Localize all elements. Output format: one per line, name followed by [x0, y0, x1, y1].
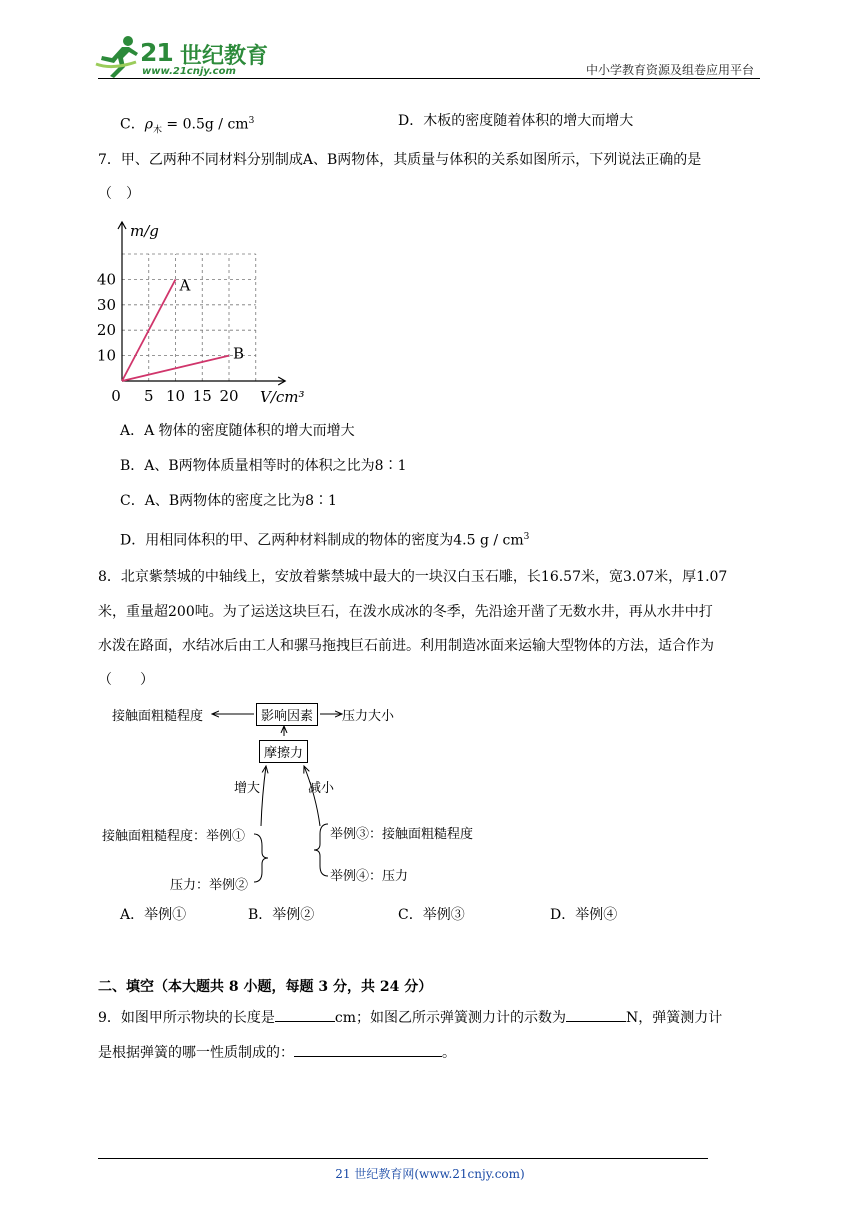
- q9-line1: [98, 1007, 722, 1028]
- logo-number: 21: [140, 38, 173, 67]
- q8-option-c: C．举例③: [398, 907, 465, 923]
- q7-stem-line1: 7．甲、乙两种不同材料分别制成A、B两物体，其质量与体积的关系如图所示，下列说法正确的是: [98, 152, 702, 168]
- rho-symbol: ρ: [144, 116, 153, 133]
- logo-url: www.21cnjy.com: [142, 66, 236, 77]
- footer-text[interactable]: 21 世纪教育网(www.21cnjy.com): [335, 1167, 525, 1181]
- x-tick-label: 20: [219, 387, 239, 405]
- q8-line1: 8．北京紫禁城的中轴线上，安放着紫禁城中最大的一块汉白玉石雕，长16.57米，宽3.07米，厚1.07: [98, 569, 728, 585]
- chart-y-axis-label: m/g: [130, 222, 159, 240]
- right-factor-label: 压力大小: [342, 709, 395, 724]
- q7-option-a: A．A 物体的密度随体积的增大而增大: [120, 423, 355, 439]
- q8-option-d: D．举例④: [550, 907, 618, 923]
- q9-blank-length[interactable]: [275, 1007, 335, 1022]
- friction-diagram: [96, 700, 496, 892]
- y-tick-label: 40: [96, 270, 116, 289]
- right-example-4: 举例④：压力: [330, 869, 409, 884]
- q9-blank-force[interactable]: [566, 1007, 626, 1022]
- y-tick-label: 10: [96, 346, 116, 365]
- q6-option-c-label: C．: [120, 116, 145, 133]
- section-2-title: 二、填空（本大题共 8 小题，每题 3 分，共 24 分）: [98, 979, 433, 995]
- left-example-2: 压力：举例②: [170, 878, 249, 893]
- x-tick-label: 5: [143, 387, 154, 405]
- mass-volume-chart: [96, 214, 306, 410]
- x-tick-label: 15: [192, 387, 212, 405]
- q8-line2: 米，重量超200吨。为了运送这块巨石，在泼水成冰的冬季，先沿途开凿了无数水井，再从水井中打: [98, 604, 713, 620]
- y-tick-label: 20: [96, 321, 116, 340]
- q9-blank-property[interactable]: [294, 1042, 442, 1057]
- series-label-a: A: [179, 276, 191, 295]
- series-line-b: [122, 356, 229, 381]
- q6-option-c-value: = 0.5g / cm: [161, 116, 249, 133]
- site-logo: [92, 34, 269, 80]
- q6-option-d: D．木板的密度随着体积的增大而增大: [398, 113, 634, 129]
- chart-x-axis-label: V/cm³: [260, 388, 305, 406]
- x-tick-label: 10: [165, 387, 186, 405]
- header-divider: [98, 78, 760, 79]
- q7-option-c: C．A、B两物体的密度之比为8∶1: [120, 493, 337, 509]
- right-example-3: 举例③：接触面粗糙程度: [330, 827, 474, 842]
- q9-part2: cm；如图乙所示弹簧测力计的示数为: [334, 1010, 567, 1026]
- q7-option-d-sup: 3: [523, 532, 530, 542]
- q9-part3: N，弹簧测力计: [626, 1010, 723, 1026]
- runner-icon: [92, 34, 144, 80]
- y-tick-label: 30: [96, 295, 116, 314]
- chart-series: [122, 276, 244, 381]
- x-tick-label: 0: [111, 387, 121, 405]
- q9-part4: 是根据弹簧的哪一性质制成的：: [98, 1045, 294, 1061]
- chart-axes: [118, 222, 285, 385]
- q8-line4: （ ）: [98, 672, 154, 688]
- rho-subscript: 木: [152, 125, 162, 136]
- friction-box: 摩擦力: [259, 740, 308, 763]
- q8-option-a: A．举例①: [120, 907, 187, 923]
- left-factor-label: 接触面粗糙程度: [112, 709, 204, 724]
- influence-factor-box: 影响因素: [256, 703, 318, 726]
- q8-option-b: B．举例②: [248, 907, 315, 923]
- q6-option-c-sup: 3: [248, 116, 255, 126]
- q9-line2: [98, 1042, 456, 1063]
- left-example-1: 接触面粗糙程度：举例①: [102, 829, 246, 844]
- q9-part1: 9．如图甲所示物块的长度是: [98, 1010, 275, 1026]
- q7-option-b: B．A、B两物体质量相等时的体积之比为8∶1: [120, 458, 407, 474]
- diagram-arrows: [96, 700, 496, 892]
- q7-option-d: [120, 527, 529, 551]
- series-label-b: B: [233, 344, 245, 363]
- logo-text: 世纪教育: [180, 44, 269, 69]
- footer-divider: [98, 1158, 708, 1159]
- increase-label: 增大: [234, 781, 261, 796]
- q6-option-c: [120, 111, 254, 140]
- q7-option-d-text: D．用相同体积的甲、乙两种材料制成的物体的密度为4.5 g / cm: [120, 532, 524, 549]
- decrease-label: 减小: [308, 781, 335, 796]
- header-platform-text: 中小学教育资源及组卷应用平台: [585, 63, 754, 77]
- q9-part5: 。: [442, 1045, 456, 1061]
- q7-stem-line2: （ ）: [98, 186, 140, 202]
- chart-ticks: [97, 270, 239, 405]
- q8-line3: 水泼在路面，水结冰后由工人和骡马拖拽巨石前进。利用制造冰面来运输大型物体的方法，适合作为: [98, 638, 714, 654]
